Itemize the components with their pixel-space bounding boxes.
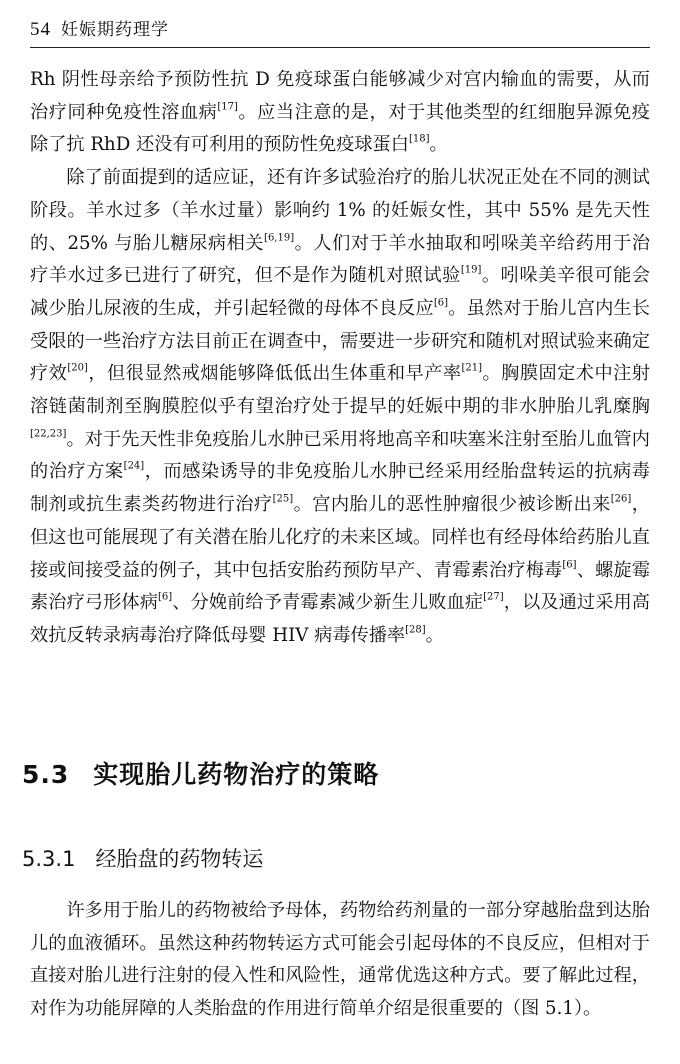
subsection-number: 5.3.1 — [22, 847, 76, 871]
citation: [6] — [158, 591, 173, 603]
citation: [19] — [460, 264, 482, 276]
paragraph-transplacental: 许多用于胎儿的药物被给予母体，药物给药剂量的一部分穿越胎盘到达胎儿的血液循环。虽然这种药物转运方式可能会引起母体的不良反应，但相对于直接对胎儿进行注射的侵入性和风险性，通常优选这种方式。要了解此过程，对作为功能屏障的人类胎盘的作用进行简单介绍是很重要的（图 5.1）。 — [30, 900, 650, 1020]
running-header — [30, 18, 650, 48]
page-number: 54 — [30, 19, 51, 40]
citation: [26] — [610, 493, 632, 505]
citation: [22,23] — [30, 428, 67, 440]
citation: [6,19] — [264, 232, 295, 244]
section-heading — [22, 755, 379, 791]
citation: [20] — [67, 362, 88, 374]
citation: [21] — [461, 362, 483, 374]
body-section-2 — [30, 895, 650, 1026]
citation: [17] — [217, 101, 238, 113]
subsection-title: 经胎盘的药物转运 — [95, 847, 264, 871]
citation: [24] — [123, 460, 145, 472]
section-number: 5.3 — [22, 760, 70, 789]
citation: [6] — [433, 297, 449, 309]
citation: [28] — [405, 624, 426, 636]
body-section-1 — [30, 64, 650, 653]
subsection-heading — [22, 843, 263, 873]
book-title: 妊娠期药理学 — [61, 20, 169, 40]
citation: [18] — [408, 133, 430, 145]
citation: [6] — [562, 559, 577, 571]
citation: [25] — [272, 493, 294, 505]
paragraph-fetal-conditions: 除了前面提到的适应证，还有许多试验治疗的胎儿状况正处在不同的测试阶段。羊水过多（羊水过量）影响约 1% 的妊娠女性，其中 55% 是先天性的、25% 与胎儿糖尿病相关[6,19]。人们对于羊水抽取和吲哚美辛给药用于治疗羊水过多已进行了研究，但不是作为随机对照试验[19]。吲哚美辛很可能会减少胎儿尿液的生成，并引起轻微的母体不良反应[6]。虽然对于胎儿宫内生长受限的一些治疗方法目前正在调查中，需要进一步研究和随机对照试验来确定疗效[20]，但很显然戒烟能够降低低出生体重和早产率[21]。胸膜固定术中注射溶链菌制剂至胸膜腔似乎有望治疗处于提早的妊娠中期的非水肿胎儿乳糜胸[22,23]。对于先天性非免疫胎儿水肿已采用将地高辛和呋塞米注射至胎儿血管内的治疗方案[24]，而感染诱导的非免疫胎儿水肿已经采用经胎盘转运的抗病毒制剂或抗生素类药物进行治疗[25]。宫内胎儿的恶性肿瘤很少被诊断出来[26]，但这也可能展现了有关潜在胎儿化疗的未来区域。同样也有经母体给药胎儿直接或间接受益的例子，其中包括安胎药预防早产、青霉素治疗梅毒[6]、螺旋霉素治疗弓形体病[6]、分娩前给予青霉素减少新生儿败血症[27]，以及通过采用高效抗反转录病毒治疗降低母婴 HIV 病毒传播率[28]。 — [30, 167, 650, 646]
section-title: 实现胎儿药物治疗的策略 — [93, 760, 380, 789]
paragraph-rh-immunoglobulin: Rh 阴性母亲给予预防性抗 D 免疫球蛋白能够减少对宫内输血的需要，从而治疗同种免疫性溶血病[17]。应当注意的是，对于其他类型的红细胞异源免疫除了抗 RhD 还没有可利用的预防性免疫球蛋白[18]。 — [30, 69, 650, 156]
citation: [27] — [483, 591, 504, 603]
